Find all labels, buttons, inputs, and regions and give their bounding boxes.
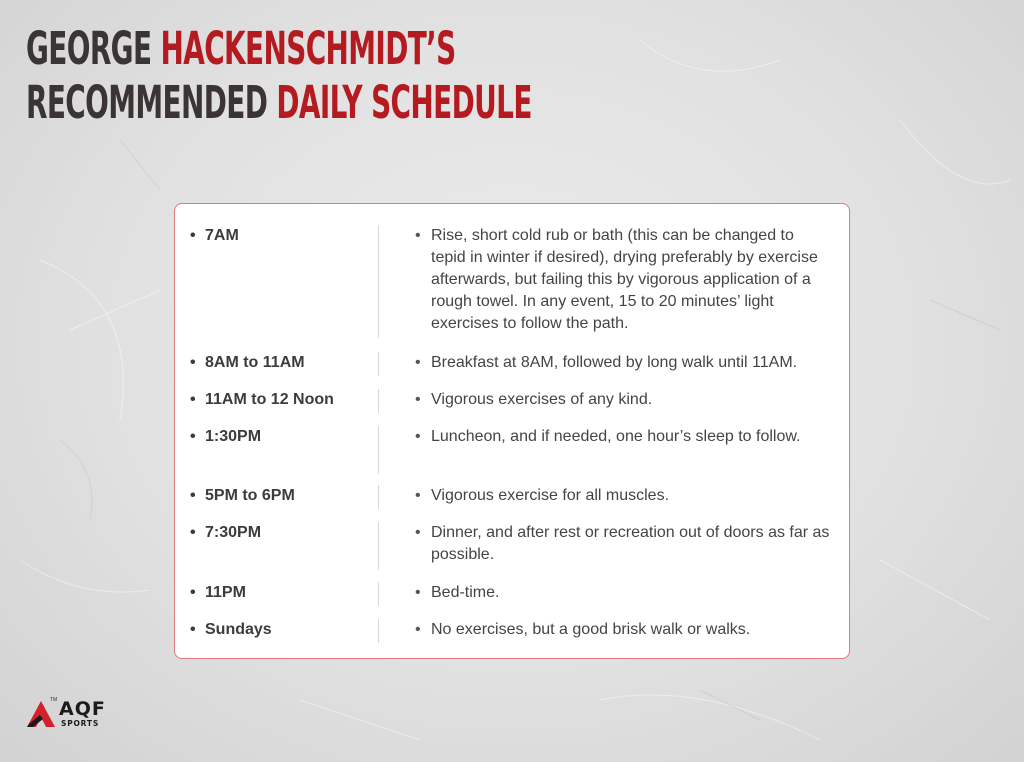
column-divider [378, 426, 379, 474]
schedule-activity: Breakfast at 8AM, followed by long walk until 11AM. [431, 354, 798, 371]
bullet-icon: • [415, 428, 421, 445]
schedule-time: 5PM to 6PM [205, 487, 295, 504]
schedule-activity: Vigorous exercise for all muscles. [431, 487, 670, 504]
column-divider [378, 352, 379, 376]
page-title [26, 22, 532, 130]
schedule-time: 7AM [205, 227, 239, 244]
bullet-icon: • [415, 621, 421, 638]
schedule-time: Sundays [205, 621, 272, 638]
schedule-time: 8AM to 11AM [205, 354, 305, 371]
bullet-icon: • [190, 428, 196, 445]
column-divider [378, 619, 379, 643]
column-divider [378, 582, 379, 606]
bullet-icon: • [190, 584, 196, 601]
schedule-activity: Vigorous exercises of any kind. [431, 391, 653, 408]
bullet-icon: • [190, 487, 196, 504]
aqf-logo-mark-icon [26, 700, 56, 728]
bullet-icon: • [415, 524, 421, 541]
schedule-time: 11PM [205, 584, 246, 601]
schedule-time: 1:30PM [205, 428, 262, 445]
aqf-sports-logo [26, 696, 116, 732]
logo-name: AQF [59, 698, 106, 720]
schedule-card [174, 203, 850, 659]
column-divider [378, 522, 379, 570]
bullet-icon: • [415, 584, 421, 601]
bullet-icon: • [415, 487, 421, 504]
schedule-activity: Bed-time. [431, 584, 500, 601]
trademark-mark: TM [50, 697, 58, 703]
title-line-1: GEORGE HACKENSCHMIDT’S [26, 22, 456, 75]
schedule-activity: Luncheon, and if needed, one hour’s sleep to follow. [431, 428, 801, 445]
title-line-2: RECOMMENDED DAILY SCHEDULE [26, 76, 532, 129]
bullet-icon: • [190, 227, 196, 244]
schedule-activity: Rise, short cold rub or bath (this can be changed to tepid in winter if desired), drying preferably by exercise afterwards, but failing this by vigorous application of a rough towel. In any event, 15 to 20 minutes’ light exercises to follow the path. [431, 227, 818, 332]
bullet-icon: • [190, 621, 196, 638]
bullet-icon: • [190, 391, 196, 408]
schedule-activity: Dinner, and after rest or recreation out of doors as far as possible. [431, 524, 830, 563]
column-divider [378, 389, 379, 413]
bullet-icon: • [415, 354, 421, 371]
column-divider [378, 225, 379, 338]
bullet-icon: • [415, 227, 421, 244]
schedule-time: 11AM to 12 Noon [205, 391, 334, 408]
bullet-icon: • [415, 391, 421, 408]
column-divider [378, 485, 379, 509]
logo-subtitle: SPORTS [61, 719, 100, 728]
bullet-icon: • [190, 524, 196, 541]
schedule-activity: No exercises, but a good brisk walk or walks. [431, 621, 751, 638]
bullet-icon: • [190, 354, 196, 371]
schedule-time: 7:30PM [205, 524, 262, 541]
